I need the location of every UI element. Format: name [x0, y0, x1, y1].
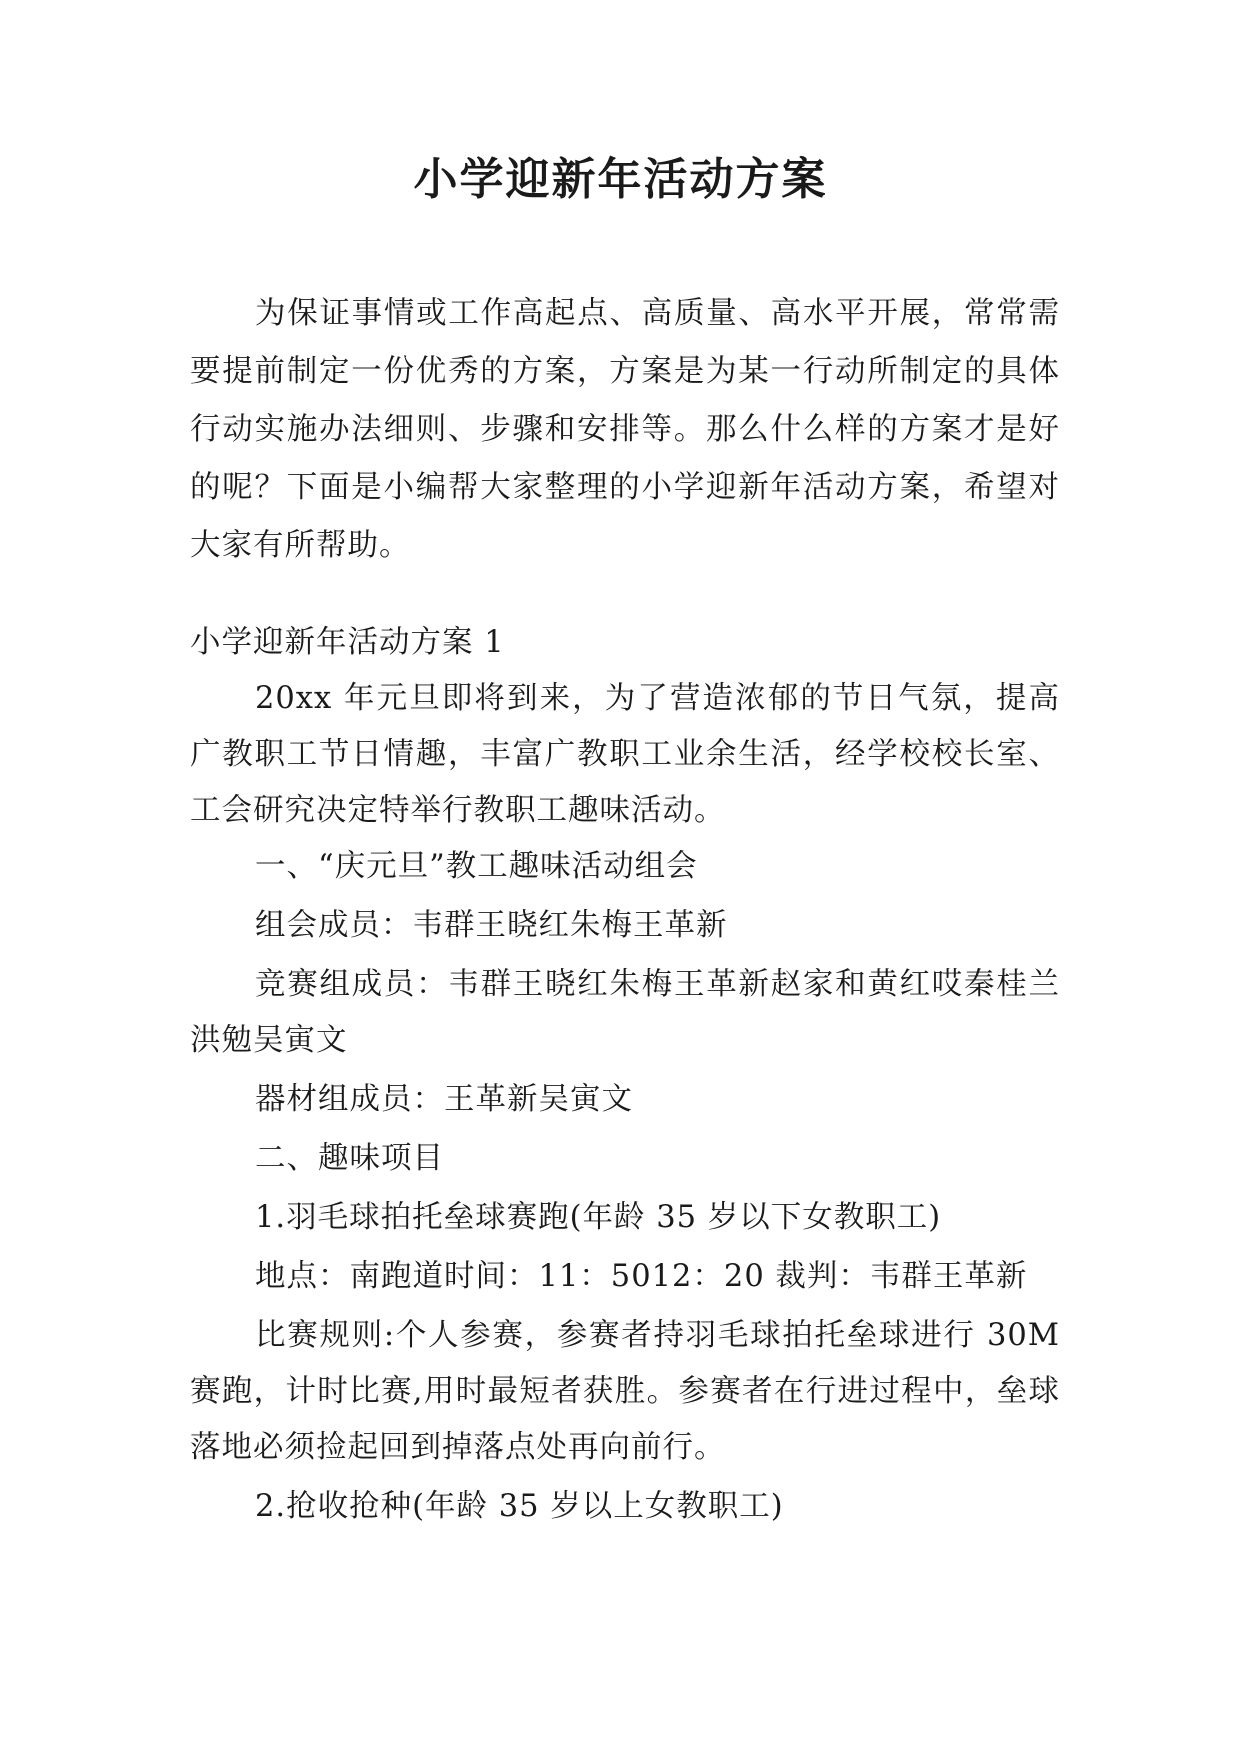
intro-paragraph: 为保证事情或工作高起点、高质量、高水平开展，常常需要提前制定一份优秀的方案，方案是为某一行动所制定的具体行动实施办法细则、步骤和安排等。那么什么样的方案才是好的呢？下面是小编帮大家整理的小学迎新年活动方案，希望对大家有所帮助。	[190, 296, 1060, 563]
document-title: 小学迎新年活动方案	[413, 154, 828, 205]
paragraph-heading-organization: 一、“庆元旦”教工趣味活动组会	[255, 849, 698, 884]
paragraph-event-1: 1.羽毛球拍托垒球赛跑(年龄 35 岁以下女教职工)	[255, 1200, 942, 1235]
paragraph-competition-members: 竞赛组成员：韦群王晓红朱梅王革新赵家和黄红哎秦桂兰洪勉吴寅文	[190, 967, 1060, 1058]
paragraph-equipment-members: 器材组成员：王革新吴寅文	[255, 1082, 633, 1117]
paragraph-event-1-rules: 比赛规则:个人参赛，参赛者持羽毛球拍托垒球进行 30M 赛跑，计时比赛,用时最短者获胜。参赛者在行进过程中，垒球落地必须捡起回到掉落点处再向前行。	[190, 1318, 1060, 1465]
section-heading: 小学迎新年活动方案 1	[190, 625, 505, 660]
paragraph-intro-event: 20xx 年元旦即将到来，为了营造浓郁的节日气氛，提高广教职工节日情趣，丰富广教职工业余生活，经学校校长室、工会研究决定特举行教职工趣味活动。	[190, 681, 1060, 828]
paragraph-organizers: 组会成员：韦群王晓红朱梅王革新	[255, 908, 728, 943]
document-body	[190, 285, 1060, 1535]
paragraph-event-2: 2.抢收抢种(年龄 35 岁以上女教职工)	[255, 1489, 784, 1524]
paragraph-event-1-venue: 地点：南跑道时间：11：5012：20 裁判：韦群王革新	[255, 1259, 1028, 1294]
paragraph-heading-events: 二、趣味项目	[255, 1141, 444, 1176]
